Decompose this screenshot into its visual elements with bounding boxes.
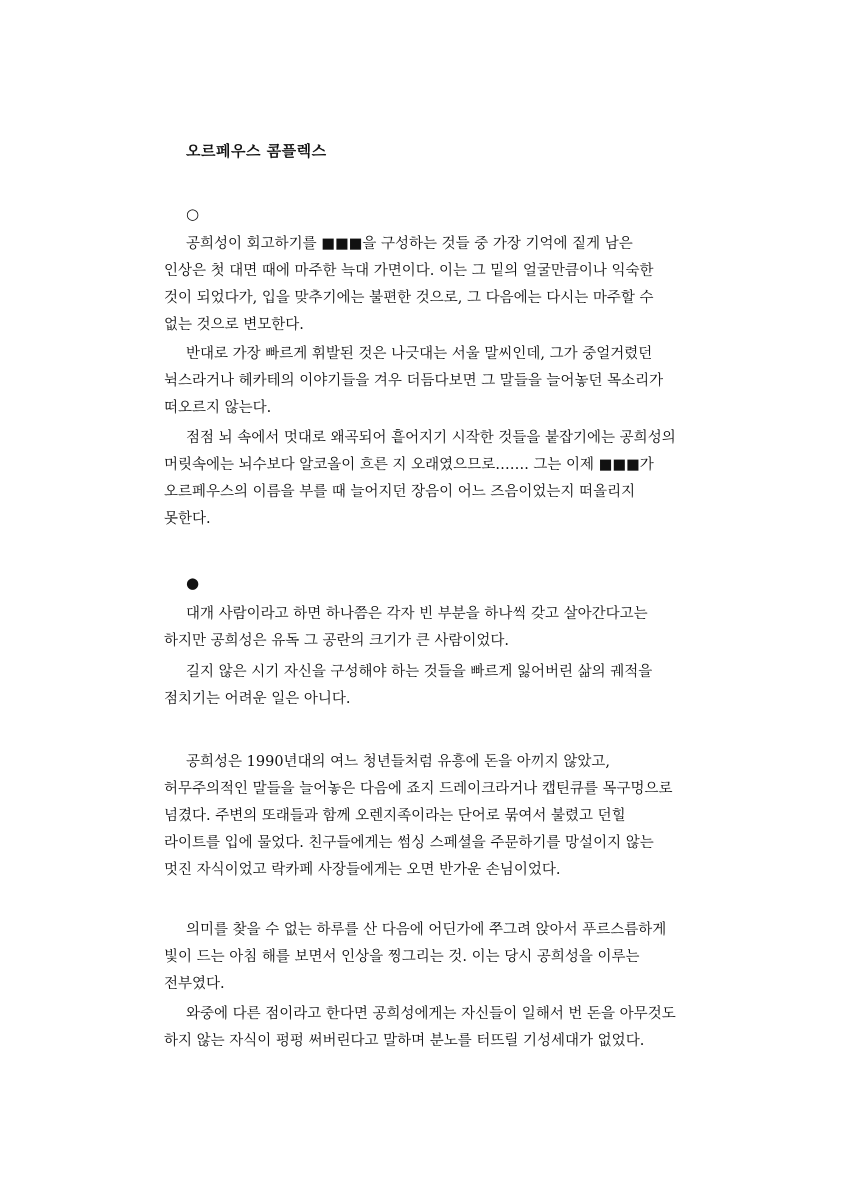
paragraph-line: 하지 않는 자식이 펑펑 써버린다고 말하며 분노를 터뜨릴 기성세대가 없었다.	[164, 1033, 645, 1049]
paragraph-line: 인상은 첫 대면 때에 마주한 늑대 가면이다. 이는 그 밑의 얼굴만큼이나 익숙한	[164, 263, 654, 279]
paragraph-line: 공희성은 1990년대의 여느 청년들처럼 유흥에 돈을 아끼지 않았고,	[186, 754, 610, 770]
paragraph	[164, 749, 724, 884]
paragraph-line: 오르페우스의 이름을 부를 때 늘어지던 장음이 어느 즈음이었는지 떠올리지	[164, 484, 636, 500]
paragraph-line: 하지만 공희성은 유독 그 공란의 크기가 큰 사람이었다.	[164, 633, 510, 649]
paragraph-line: 라이트를 입에 물었다. 친구들에게는 썸싱 스페셜을 주문하기를 망설이지 않는	[164, 835, 654, 851]
paragraph-line: 허무주의적인 말들을 늘어놓은 다음에 죠지 드레이크라거나 캡틴큐를 목구멍으로	[164, 781, 673, 797]
paragraph-line: 점치기는 어려운 일은 아니다.	[164, 691, 351, 707]
paragraph	[164, 917, 724, 998]
black-circle-marker: ●	[186, 574, 200, 592]
white-circle-marker: ○	[186, 205, 200, 223]
paragraph-line: 점점 뇌 속에서 멋대로 왜곡되어 흩어지기 시작한 것들을 붙잡기에는 공희성의	[186, 430, 676, 446]
paragraph-line: 못한다.	[164, 511, 211, 527]
paragraph-line: 넘겼다. 주변의 또래들과 함께 오렌지족이라는 단어로 묶여서 불렸고 던힐	[164, 808, 626, 824]
paragraph	[164, 425, 724, 533]
paragraph-line: 와중에 다른 점이라고 한다면 공희성에게는 자신들이 일해서 번 돈을 아무것도	[186, 1006, 676, 1022]
paragraph-line: 머릿속에는 뇌수보다 알코올이 흐른 지 오래였으므로……. 그는 이제 ■■■가	[164, 457, 654, 473]
paragraph-line: 길지 않은 시기 자신을 구성해야 하는 것들을 빠르게 잃어버린 삶의 궤적을	[186, 664, 653, 680]
paragraph	[164, 231, 724, 339]
paragraph-line: 떠오르지 않는다.	[164, 400, 272, 416]
paragraph-line: 것이 되었다가, 입을 맞추기에는 불편한 것으로, 그 다음에는 다시는 마주할 수	[164, 290, 654, 306]
paragraph-line: 반대로 가장 빠르게 휘발된 것은 나긋대는 서울 말씨인데, 그가 중얼거렸던	[186, 346, 653, 362]
paragraph-line: 대개 사람이라고 하면 하나쯤은 각자 빈 부분을 하나씩 갖고 살아간다고는	[186, 606, 648, 622]
paragraph-line: 빛이 드는 아침 해를 보면서 인상을 찡그리는 것. 이는 당시 공희성을 이루는	[164, 949, 640, 965]
paragraph	[164, 341, 724, 422]
paragraph-line: 없는 것으로 변모한다.	[164, 317, 304, 333]
paragraph-line: 공희성이 회고하기를 ■■■을 구성하는 것들 중 가장 기억에 짙게 남은	[186, 236, 633, 252]
paragraph	[164, 659, 724, 713]
paragraph	[164, 1001, 724, 1055]
document-title: 오르페우스 콤플렉스	[186, 142, 327, 160]
paragraph-line: 의미를 찾을 수 없는 하루를 산 다음에 어딘가에 쭈그려 앉아서 푸르스름하게	[186, 922, 667, 938]
paragraph	[164, 601, 724, 655]
paragraph-line: 전부였다.	[164, 976, 225, 992]
paragraph-line: 뉙스라거나 헤카테의 이야기들을 겨우 더듬다보면 그 말들을 늘어놓던 목소리가	[164, 373, 664, 389]
paragraph-line: 멋진 자식이었고 락카페 사장들에게는 오면 반가운 손님이었다.	[164, 862, 561, 878]
